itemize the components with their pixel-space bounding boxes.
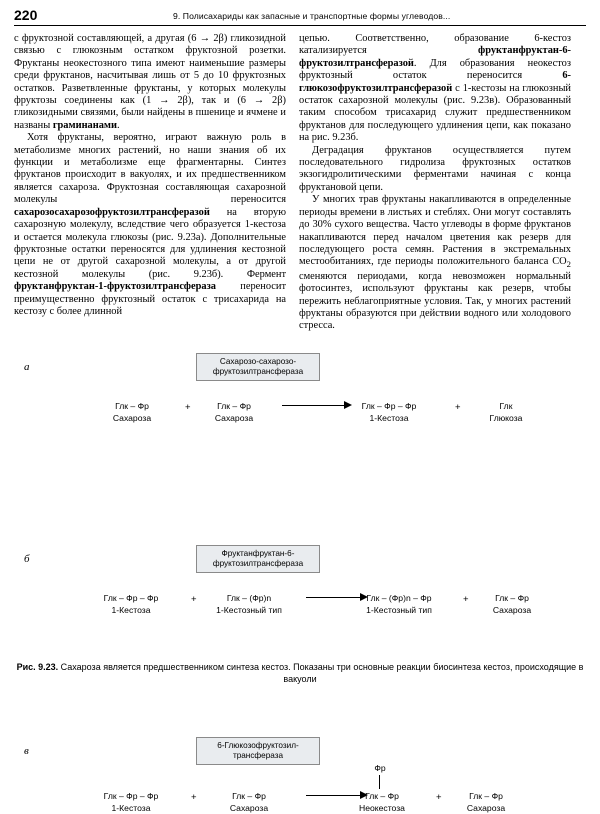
product-a-2: Глк Глюкоза	[489, 400, 523, 424]
figure-caption	[14, 661, 586, 686]
panel-letter-b: б	[24, 552, 30, 565]
figure-caption-text: Сахароза является предшественником синтеза кестоз. Показаны три основные реакции биосинтеза кестоз, происходящие в вакуоли	[58, 661, 584, 685]
left-paragraph-1: с фруктозной составляющей, а другая (6 → 2β) гликозидной связью с глюкозным остатком фруктозной розетки. Фруктаны неокестозного типа имеют наименьшие размеры среди фруктанов, насчитывая лишь от 5 до 10 фруктозных остатков. Разветвленные фруктаны, у которых молекулы фруктозы соединены как (1 → 2β), так и (6 → 2β) гликозидными связями, были найдены в пшенице и ячмене и названы граминанами.	[14, 33, 286, 131]
page-number: 220	[14, 7, 38, 23]
left-column	[14, 33, 286, 333]
product-v-2: Глк – Фр Сахароза	[466, 790, 506, 814]
plus-b-2: +	[463, 593, 469, 605]
plus-v-2: +	[436, 791, 442, 803]
substrate-b-1: Глк – Фр – Фр 1-Кестоза	[103, 592, 159, 616]
plus-v-1: +	[191, 791, 197, 803]
text-columns	[0, 26, 600, 333]
product-b-1: Глк – (Фр)n – Фр 1-Кестозный тип	[366, 592, 432, 616]
enzyme-label-b: Фруктанфруктан-6-фруктозилтрансфераза	[196, 545, 320, 573]
left-paragraph-2: Хотя фруктаны, вероятно, играют важную роль в метаболизме многих растений, но наши знания об их функции и метаболизме еще фрагментарны. Синтез фруктанов происходит в вакуолях, и их предшественником является сахароза. Фруктозная составляющая сахарозной молекулы переносится сахарозосахарозофруктозилтрансферазой на вторую сахарозную молекулу, вследствие чего образуется 1-кестоза и остается молекула глюкозы (рис. 9.23а). Дополнительные фруктозные остатки переносятся для удлинения кестозной цепи не от другой сахарозной молекулы, а от другой кестозной молекулы (рис. 9.23б). Фермент фруктанфруктан-1-фруктозилтрансфераза переносит преимущественно фруктозный остаток с трисахарида на кестозу с более длинной	[14, 132, 286, 317]
product-b-2: Глк – Фр Сахароза	[492, 592, 532, 616]
enzyme-label-a: Сахарозо-сахарозо-фруктозилтрансфераза	[196, 353, 320, 381]
figure-panel-a	[14, 353, 586, 445]
enzyme-label-v: 6-Глюкозофруктозил-трансфераза	[196, 737, 320, 765]
substrate-v-2: Глк – Фр Сахароза	[229, 790, 269, 814]
plus-a-2: +	[455, 401, 461, 413]
substrate-v-1: Глк – Фр – Фр 1-Кестоза	[103, 790, 159, 814]
substrate-b-2: Глк – (Фр)n 1-Кестозный тип	[216, 592, 282, 616]
substrate-a-2: Глк – Фр Сахароза	[214, 400, 254, 424]
branch-bond-v	[379, 775, 380, 789]
right-paragraph-2: Деградация фруктанов осуществляется путем последовательного гидролиза фруктозных остатков экзогидролитическими ферментами начиная с конца фруктановой цепи.	[299, 144, 571, 193]
page-header	[0, 0, 600, 22]
plus-a-1: +	[185, 401, 191, 413]
product-a-1: Глк – Фр – Фр 1-Кестоза	[361, 400, 417, 424]
right-column	[299, 33, 571, 333]
branch-residue-v: Фр	[374, 762, 386, 773]
panel-letter-v: в	[24, 744, 29, 757]
right-paragraph-1: цепью. Соответственно, образование 6-кестоз катализируется фруктанфруктан-6-фруктозилтрансферазой. Для образования неокестоз фруктозный остаток переносится 6-глюкозофруктозилтрансферазой с 1-кестозы на глюкозный остаток сахарозной молекулы (рис. 9.23в). Образованный таким способом трисахарид служит предшественником фруктанов для последующего удлинения цепи, как показано на рис. 9.23б.	[299, 33, 571, 144]
right-paragraph-3: У многих трав фруктаны накапливаются в определенные периоды времени в листьях и стеблях. Они могут составлять до 30% сухого вещества. Часто углеводы в форме фруктанов накапливаются перед началом цветения как резерв для последующего роста семян. Растения в экстремальных местообитаниях, где периоды положительного баланса $СО_2$ сменяются периодами, когда невозможен нормальный фотосинтез, используют фруктаны как резерв, чтобы пережить неблагоприятные условия. Так, у многих растений фруктаны образуются при действии водного или холодового стресса.	[299, 194, 571, 332]
figure-caption-label: Рис. 9.23.	[16, 661, 59, 672]
plus-b-1: +	[191, 593, 197, 605]
product-v-1: Глк – Фр Неокестоза	[359, 790, 405, 814]
substrate-a-1: Глк – Фр Сахароза	[112, 400, 152, 424]
figure-panel-b	[14, 445, 586, 616]
running-title: 9. Полисахариды как запасные и транспортные формы углеводов...	[172, 11, 451, 21]
panel-letter-a: а	[24, 360, 30, 373]
